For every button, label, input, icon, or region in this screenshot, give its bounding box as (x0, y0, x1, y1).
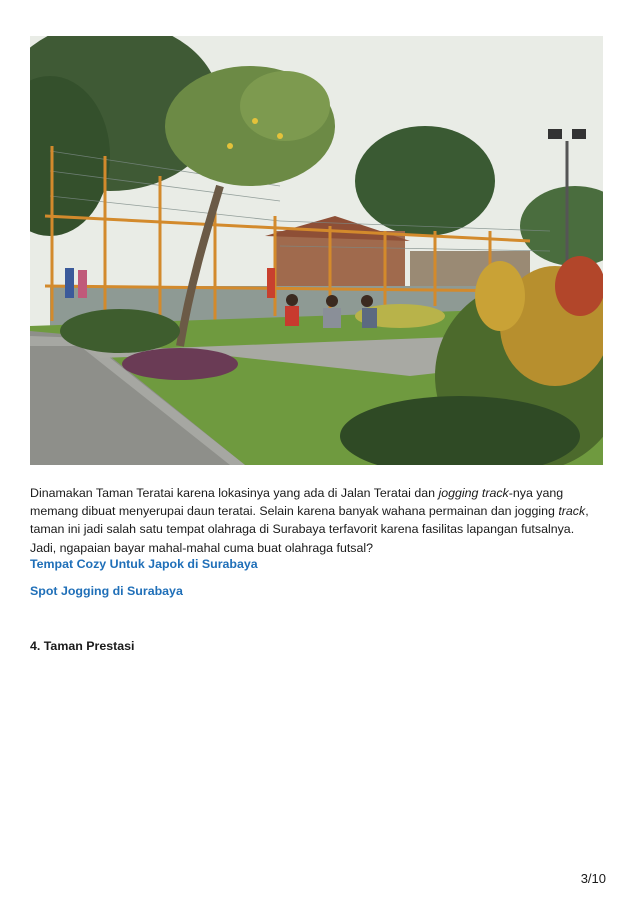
page-number: 3/10 (580, 871, 606, 886)
paragraph-emphasis-1: jogging track (438, 486, 509, 500)
section-heading: 4. Taman Prestasi (30, 639, 135, 653)
park-photo (30, 36, 603, 465)
paragraph-part-1: Dinamakan Taman Teratai karena lokasinya yang ada di Jalan Teratai dan (30, 486, 439, 500)
link-tempat-cozy[interactable]: Tempat Cozy Untuk Japok di Surabaya (30, 557, 258, 571)
paragraph-part-3: , taman ini jadi salah satu tempat olahraga di Surabaya terfavorit karena fasilitas lapangan futsalnya. Jadi, ngapaian bayar mahal-mahal cuma buat olahraga futsal? (30, 504, 589, 555)
paragraph-part-2: -nya yang memang dibuat menyerupai daun teratai. Selain karena banyak wahana permainan dan jogging (30, 486, 564, 519)
link-spot-jogging[interactable]: Spot Jogging di Surabaya (30, 584, 183, 598)
paragraph-emphasis-2: track (558, 504, 586, 519)
body-paragraph (30, 484, 602, 557)
